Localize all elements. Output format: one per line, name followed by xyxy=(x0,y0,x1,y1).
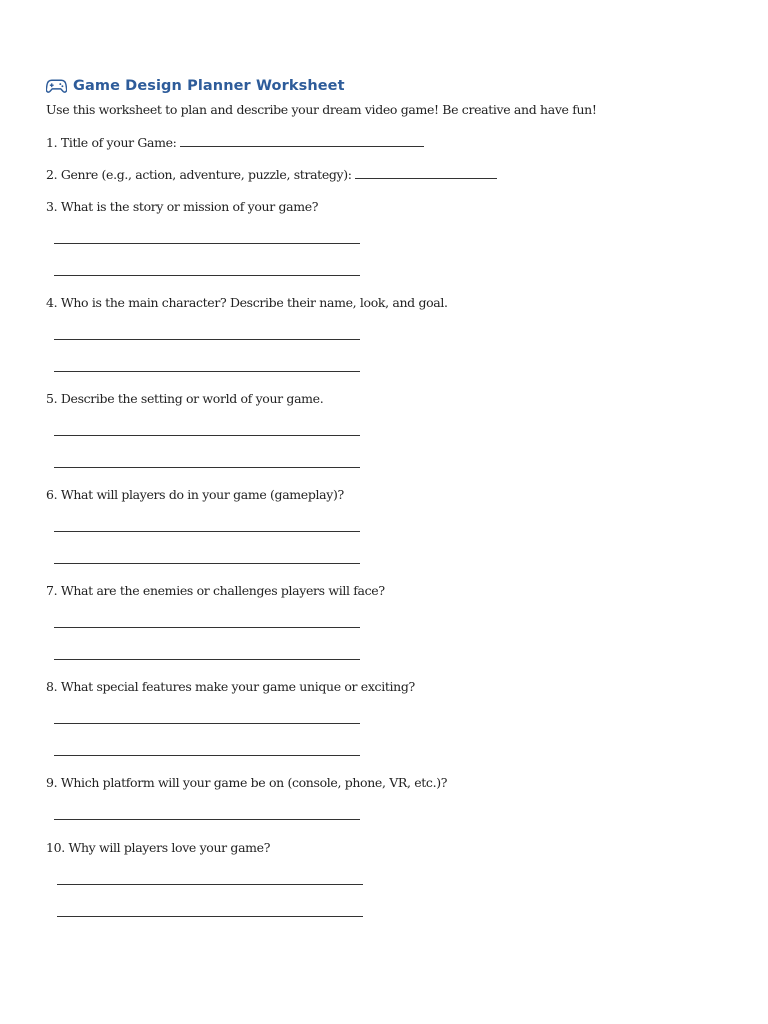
question-5: 5. Describe the setting or world of your game. xyxy=(46,391,324,406)
answer-line[interactable] xyxy=(54,531,360,532)
worksheet-title: Game Design Planner Worksheet xyxy=(73,78,345,94)
answer-line[interactable] xyxy=(57,884,363,885)
question-1-text: 1. Title of your Game: xyxy=(46,135,177,150)
answer-line[interactable] xyxy=(54,435,360,436)
worksheet-header xyxy=(46,78,345,94)
answer-line[interactable] xyxy=(180,134,424,147)
question-7: 7. What are the enemies or challenges players will face? xyxy=(46,583,385,598)
answer-line[interactable] xyxy=(54,627,360,628)
answer-line[interactable] xyxy=(54,243,360,244)
answer-line[interactable] xyxy=(54,275,360,276)
question-9: 9. Which platform will your game be on (console, phone, VR, etc.)? xyxy=(46,775,448,790)
question-6: 6. What will players do in your game (gameplay)? xyxy=(46,487,344,502)
question-3: 3. What is the story or mission of your game? xyxy=(46,199,319,214)
question-8: 8. What special features make your game unique or exciting? xyxy=(46,679,415,694)
question-4: 4. Who is the main character? Describe their name, look, and goal. xyxy=(46,295,448,310)
answer-line[interactable] xyxy=(54,659,360,660)
worksheet-intro: Use this worksheet to plan and describe your dream video game! Be creative and have fun! xyxy=(46,102,597,117)
answer-line[interactable] xyxy=(54,755,360,756)
answer-line[interactable] xyxy=(54,371,360,372)
question-2-text: 2. Genre (e.g., action, adventure, puzzle, strategy): xyxy=(46,167,352,182)
question-2 xyxy=(46,166,497,182)
answer-line[interactable] xyxy=(355,166,497,179)
answer-line[interactable] xyxy=(54,563,360,564)
answer-line[interactable] xyxy=(54,723,360,724)
answer-line[interactable] xyxy=(54,339,360,340)
question-10: 10. Why will players love your game? xyxy=(46,840,271,855)
answer-line[interactable] xyxy=(57,916,363,917)
answer-line[interactable] xyxy=(54,819,360,820)
game-controller-icon xyxy=(46,78,67,94)
answer-line[interactable] xyxy=(54,467,360,468)
question-1 xyxy=(46,134,424,150)
